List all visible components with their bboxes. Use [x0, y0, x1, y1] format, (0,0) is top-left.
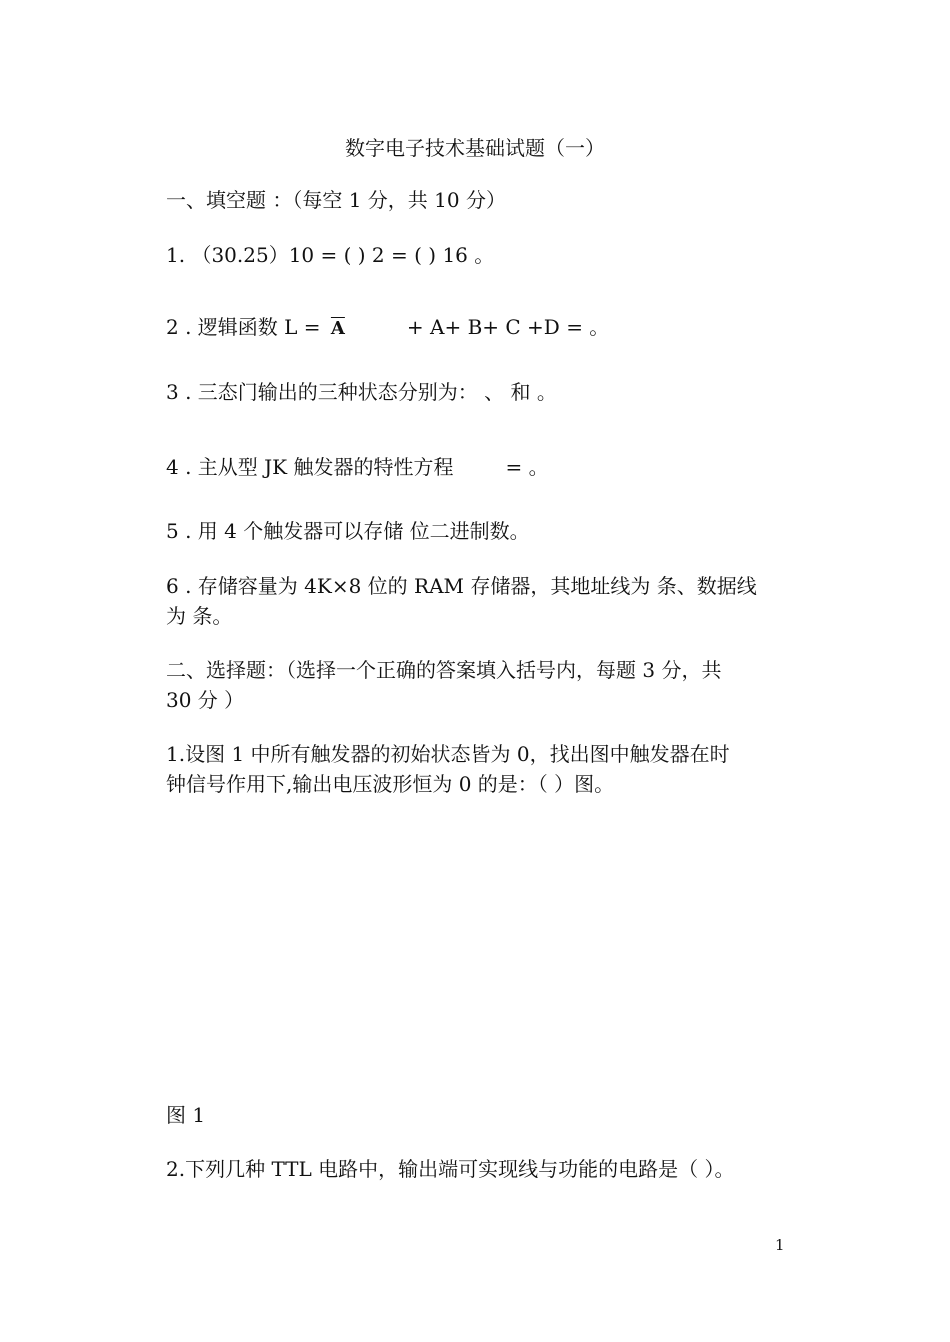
- question-2-suffix: + A+ B+ C +D = 。: [406, 315, 610, 339]
- question-2: [166, 314, 609, 342]
- section-choice-heading-line-2: 30 分 ）: [166, 688, 245, 712]
- question-4-prefix: 4 . 主从型 JK 触发器的特性方程: [166, 455, 454, 479]
- question-3: 3 . 三态门输出的三种状态分别为： 、 和 。: [166, 380, 557, 404]
- question-4: [166, 454, 549, 480]
- section-choice-heading-line-1: 二、选择题：（选择一个正确的答案填入括号内，每题 3 分，共: [166, 658, 722, 682]
- choice-question-1-line-1: 1.设图 1 中所有触发器的初始状态皆为 0，找出图中触发器在时: [166, 742, 730, 766]
- choice-question-1-line-2: 钟信号作用下,输出电压波形恒为 0 的是：（ ）图。: [166, 772, 615, 796]
- question-5: 5 . 用 4 个触发器可以存储 位二进制数。: [166, 519, 530, 543]
- question-2-prefix: 2 . 逻辑函数 L =: [166, 315, 327, 339]
- figure-1-label: 图 1: [166, 1103, 206, 1127]
- question-6-line-1: 6 . 存储容量为 4K×8 位的 RAM 存储器，其地址线为 条、数据线: [166, 574, 757, 598]
- a-bar-symbol: $\overline{A}$: [330, 318, 345, 339]
- question-1: 1. （30.25）10 = ( ) 2 = ( ) 16 。: [166, 243, 495, 267]
- document-title: 数字电子技术基础试题（一）: [345, 136, 605, 160]
- question-4-suffix: = 。: [505, 455, 549, 479]
- page-number: 1: [775, 1236, 785, 1254]
- section-fill-in-heading: 一、填空题 ：（每空 1 分，共 10 分）: [166, 188, 506, 212]
- question-6-line-2: 为 条。: [166, 604, 233, 628]
- choice-question-2: 2.下列几种 TTL 电路中，输出端可实现线与功能的电路是（ ）。: [166, 1157, 735, 1181]
